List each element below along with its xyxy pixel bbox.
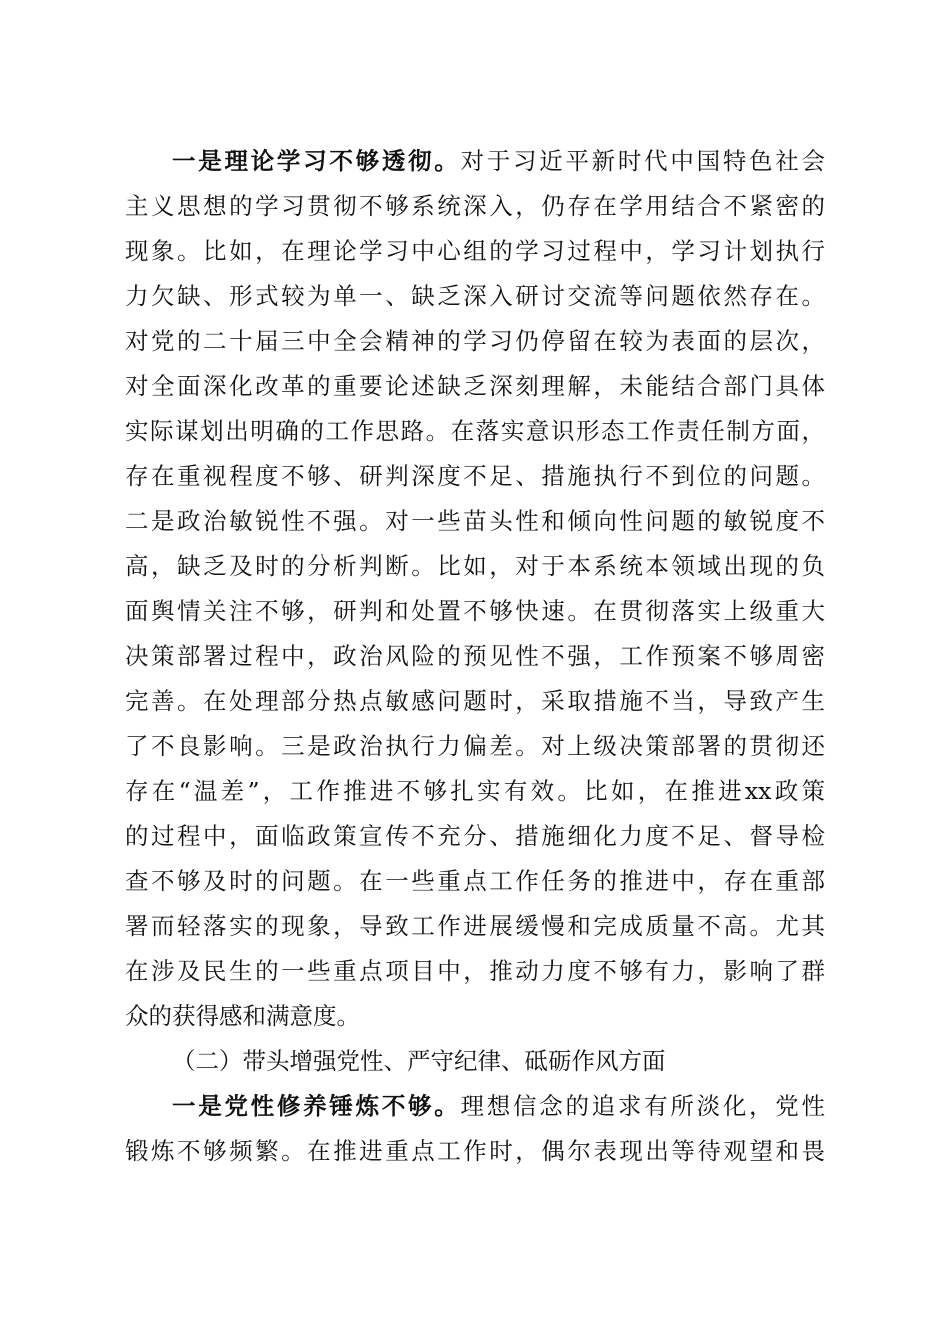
paragraph-1-line-8: 存在重视程度不够、研判深度不足、措施执行不到位的问题。 xyxy=(125,462,825,490)
paragraph-1-line-1-text: 对于习近平新时代中国特色社会 xyxy=(460,147,826,175)
paragraph-1-line-12: 决策部署过程中，政治风险的预见性不强，工作预案不够周密 xyxy=(125,642,825,670)
paragraph-2-line-1-text: 理想信念的追求有所淡化，党性 xyxy=(460,1092,826,1120)
paragraph-1-line-10: 高，缺乏及时的分析判断。比如，对于本系统本领域出现的负 xyxy=(125,552,825,580)
section-heading: （二）带头增强党性、严守纪律、砥砺作风方面 xyxy=(172,1047,666,1075)
paragraph-1-line-13: 完善。在处理部分热点敏感问题时，采取措施不当，导致产生 xyxy=(125,687,825,715)
paragraph-1-line-7: 实际谋划出明确的工作思路。在落实意识形态工作责任制方面， xyxy=(125,417,825,445)
paragraph-2-lead: 一是党性修养锤炼不够。 xyxy=(172,1092,461,1120)
paragraph-1-line-17: 查不够及时的问题。在一些重点工作任务的推进中，存在重部 xyxy=(125,867,825,895)
paragraph-1-line-3: 现象。比如，在理论学习中心组的学习过程中，学习计划执行 xyxy=(125,237,825,265)
paragraph-1-line-5: 对党的二十届三中全会精神的学习仍停留在较为表面的层次， xyxy=(125,327,825,355)
paragraph-2-line-1 xyxy=(172,1086,825,1126)
paragraph-1-line-4: 力欠缺、形式较为单一、缺乏深入研讨交流等问题依然存在。 xyxy=(125,282,825,310)
paragraph-1-line-1 xyxy=(172,141,825,181)
paragraph-1-line-19: 在涉及民生的一些重点项目中，推动力度不够有力，影响了群 xyxy=(125,957,825,985)
paragraph-1-line-14: 了不良影响。三是政治执行力偏差。对上级决策部署的贯彻还 xyxy=(125,732,825,760)
paragraph-1-line-16: 的过程中，面临政策宣传不充分、措施细化力度不足、督导检 xyxy=(125,822,825,850)
paragraph-1-line-6: 对全面深化改革的重要论述缺乏深刻理解，未能结合部门具体 xyxy=(125,372,825,400)
paragraph-1-line-18: 署而轻落实的现象，导致工作进展缓慢和完成质量不高。尤其 xyxy=(125,912,825,940)
paragraph-1-line-20: 众的获得感和满意度。 xyxy=(125,1002,360,1030)
paragraph-1-lead: 一是理论学习不够透彻。 xyxy=(172,147,461,175)
paragraph-1-line-15: 存在“温差”，工作推进不够扎实有效。比如，在推进xx政策 xyxy=(125,777,825,805)
paragraph-1-line-11: 面舆情关注不够，研判和处置不够快速。在贯彻落实上级重大 xyxy=(125,597,825,625)
paragraph-1-line-9: 二是政治敏锐性不强。对一些苗头性和倾向性问题的敏锐度不 xyxy=(125,507,825,535)
paragraph-2-line-2: 锻炼不够频繁。在推进重点工作时，偶尔表现出等待观望和畏 xyxy=(125,1137,825,1165)
paragraph-1-line-2: 主义思想的学习贯彻不够系统深入，仍存在学用结合不紧密的 xyxy=(125,192,825,220)
